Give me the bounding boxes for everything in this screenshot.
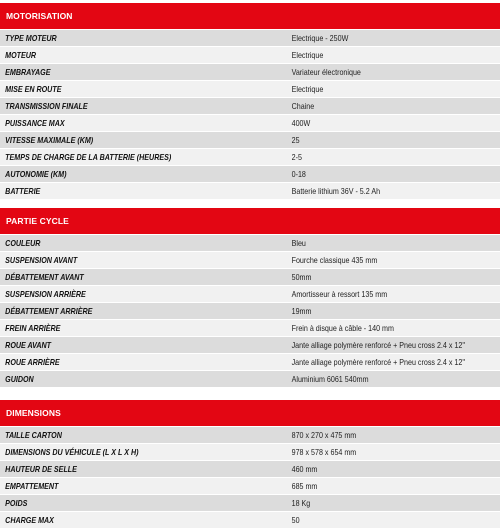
spec-row <box>0 182 500 199</box>
section-header: PARTIE CYCLE <box>0 208 500 234</box>
spec-row <box>0 97 500 114</box>
spec-label: FREIN ARRIÈRE <box>5 323 61 333</box>
spec-value: Variateur électronique <box>291 67 361 77</box>
spec-label: TEMPS DE CHARGE DE LA BATTERIE (HEURES) <box>5 152 172 162</box>
spec-row <box>0 494 500 511</box>
spec-row <box>0 443 500 460</box>
spec-label: SUSPENSION AVANT <box>5 255 78 265</box>
spec-row <box>0 511 500 528</box>
spec-label: PUISSANCE MAX <box>5 118 65 128</box>
spec-value: 2-5 <box>291 152 302 162</box>
spec-value: 870 x 270 x 475 mm <box>291 430 357 440</box>
spec-label: GUIDON <box>5 374 34 384</box>
spec-row <box>0 63 500 80</box>
spec-row <box>0 234 500 251</box>
spec-value: 50mm <box>291 272 312 282</box>
spec-label: COULEUR <box>5 238 41 248</box>
section-dimensions <box>0 400 500 528</box>
spec-value: 0-18 <box>291 169 306 179</box>
spec-value: 400W <box>291 118 311 128</box>
spec-row <box>0 285 500 302</box>
spec-row <box>0 353 500 370</box>
spec-label: TYPE MOTEUR <box>5 33 57 43</box>
section-header: MOTORISATION <box>0 3 500 29</box>
spec-row <box>0 29 500 46</box>
spec-row <box>0 370 500 387</box>
spec-row <box>0 251 500 268</box>
spec-label: POIDS <box>5 498 28 508</box>
spec-value: Chaine <box>291 101 315 111</box>
spec-label: AUTONOMIE (KM) <box>5 169 67 179</box>
spec-row <box>0 336 500 353</box>
spec-row <box>0 80 500 97</box>
spec-row <box>0 165 500 182</box>
spec-value: Bleu <box>291 238 306 248</box>
spec-row <box>0 477 500 494</box>
spec-value: 685 mm <box>291 481 318 491</box>
spec-label: CHARGE MAX <box>5 515 54 525</box>
spec-label: DÉBATTEMENT AVANT <box>5 272 84 282</box>
spec-value: Amortisseur à ressort 135 mm <box>291 289 388 299</box>
spec-row <box>0 131 500 148</box>
spec-value: Jante alliage polymère renforcé + Pneu cross 2.4 x 12'' <box>291 357 466 367</box>
spec-row <box>0 114 500 131</box>
spec-label: TRANSMISSION FINALE <box>5 101 88 111</box>
spec-label: EMPATTEMENT <box>5 481 59 491</box>
spec-value: Aluminium 6061 540mm <box>291 374 369 384</box>
spec-value: 460 mm <box>291 464 318 474</box>
spec-value: Electrique <box>291 50 324 60</box>
spec-row <box>0 148 500 165</box>
spec-label: TAILLE CARTON <box>5 430 62 440</box>
spec-value: Batterie lithium 36V - 5.2 Ah <box>291 186 381 196</box>
section-partie-cycle <box>0 208 500 387</box>
spec-row <box>0 319 500 336</box>
spec-label: ROUE ARRIÈRE <box>5 357 60 367</box>
spec-value: 18 Kg <box>291 498 311 508</box>
spec-label: DÉBATTEMENT ARRIÈRE <box>5 306 93 316</box>
spec-label: SUSPENSION ARRIÈRE <box>5 289 86 299</box>
spec-value: 50 <box>291 515 300 525</box>
spec-value: Jante alliage polymère renforcé + Pneu cross 2.4 x 12'' <box>291 340 466 350</box>
spec-label: MOTEUR <box>5 50 37 60</box>
spec-label: VITESSE MAXIMALE (KM) <box>5 135 94 145</box>
spec-value: 25 <box>291 135 300 145</box>
spec-label: ROUE AVANT <box>5 340 52 350</box>
spec-label: EMBRAYAGE <box>5 67 51 77</box>
spec-value: 19mm <box>291 306 312 316</box>
spec-label: HAUTEUR DE SELLE <box>5 464 77 474</box>
spec-label: DIMENSIONS DU VÉHICULE (L X L X H) <box>5 447 139 457</box>
spec-row <box>0 268 500 285</box>
spec-value: Frein à disque à câble - 140 mm <box>291 323 394 333</box>
section-motorisation <box>0 3 500 199</box>
spec-value: Electrique <box>291 84 324 94</box>
spec-row <box>0 460 500 477</box>
spec-label: BATTERIE <box>5 186 41 196</box>
spec-value: 978 x 578 x 654 mm <box>291 447 357 457</box>
spec-value: Fourche classique 435 mm <box>291 255 378 265</box>
section-header: DIMENSIONS <box>0 400 500 426</box>
spec-row <box>0 302 500 319</box>
spec-value: Electrique - 250W <box>291 33 349 43</box>
spec-label: MISE EN ROUTE <box>5 84 62 94</box>
spec-row <box>0 46 500 63</box>
spec-row <box>0 426 500 443</box>
